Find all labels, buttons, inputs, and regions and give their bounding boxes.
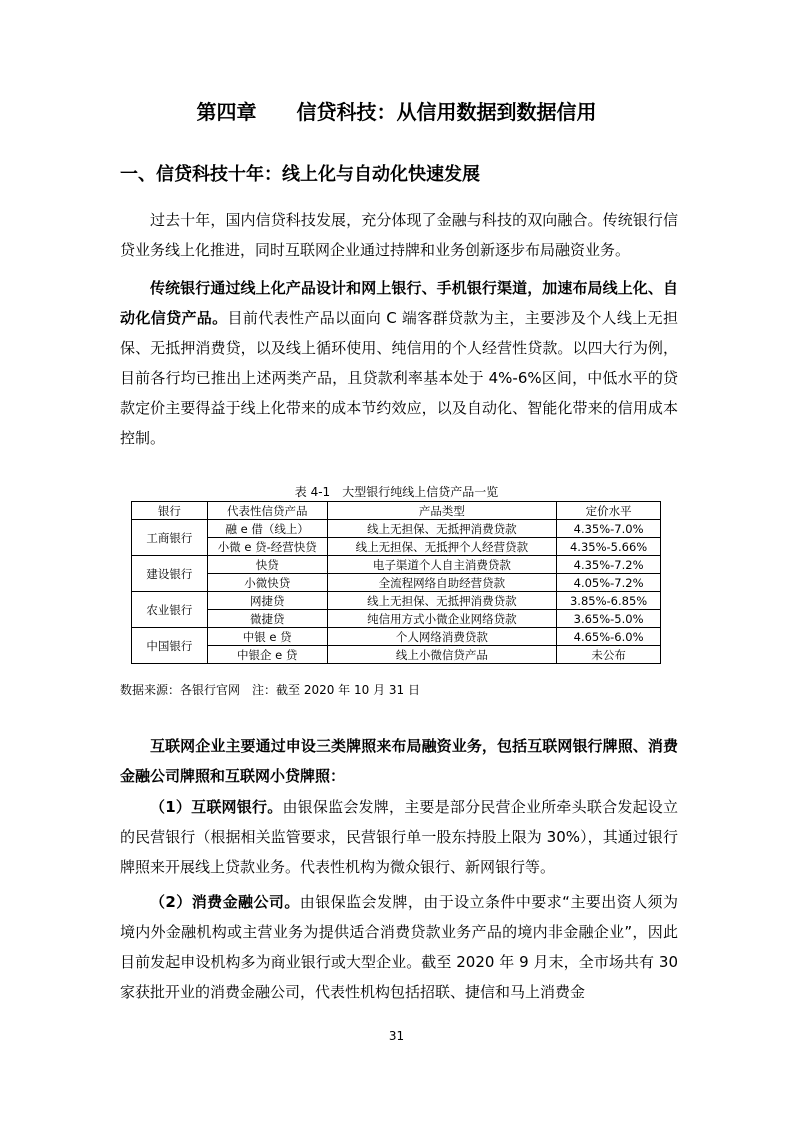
table-row <box>132 556 661 574</box>
bank-name-cell: 中国银行 <box>132 628 208 664</box>
paragraph-lead-bold: 互联网企业主要通过申设三类牌照来布局融资业务，包括互联网银行牌照、消费金融公司牌照和互联网小贷牌照： <box>120 737 678 785</box>
table-row <box>132 520 661 538</box>
price-cell: 4.05%-7.2% <box>557 574 661 592</box>
table-row <box>132 574 661 592</box>
type-cell: 线上无担保、无抵押消费贷款 <box>327 592 557 610</box>
type-cell: 线上无担保、无抵押个人经营贷款 <box>327 538 557 556</box>
section-title: 一、信贷科技十年：线上化与自动化快速发展 <box>120 164 480 185</box>
product-cell: 网捷贷 <box>207 592 327 610</box>
table-row <box>132 592 661 610</box>
product-cell: 微捷贷 <box>207 610 327 628</box>
product-cell: 融 e 借（线上） <box>207 520 327 538</box>
bank-name-cell: 工商银行 <box>132 520 208 556</box>
type-cell: 线上无担保、无抵押消费贷款 <box>327 520 557 538</box>
chapter-title: 第四章 信贷科技：从信用数据到数据信用 <box>196 100 597 124</box>
price-cell: 4.65%-6.0% <box>557 628 661 646</box>
product-cell: 小微 e 贷-经营快贷 <box>207 538 327 556</box>
header-bank: 银行 <box>132 502 208 520</box>
product-cell: 小微快贷 <box>207 574 327 592</box>
paragraph-intro: 过去十年，国内信贷科技发展，充分体现了金融与科技的双向融合。传统银行信贷业务线上化推进，同时互联网企业通过持牌和业务创新逐步布局融资业务。 <box>120 211 678 259</box>
price-cell: 3.65%-5.0% <box>557 610 661 628</box>
table-row <box>132 538 661 556</box>
bank-name-cell: 建设银行 <box>132 556 208 592</box>
type-cell: 线上小微信贷产品 <box>327 646 557 664</box>
header-type: 产品类型 <box>327 502 557 520</box>
table-header-row <box>132 502 661 520</box>
paragraph-internet-bank <box>120 792 678 882</box>
bank-name-cell: 农业银行 <box>132 592 208 628</box>
product-cell: 快贷 <box>207 556 327 574</box>
table-caption: 表 4-1 大型银行纯线上信贷产品一览 <box>294 485 499 499</box>
paragraph-lead-bold: （1）互联网银行。 <box>150 798 283 816</box>
type-cell: 全流程网络自助经营贷款 <box>327 574 557 592</box>
product-cell: 中银企 e 贷 <box>207 646 327 664</box>
paragraph-body: 由银保监会发牌，由于设立条件中要求“主要出资人须为境内外金融机构或主营业务为提供适合消费贷款业务产品的境内非金融企业”，因此目前发起申设机构多为商业银行或大型企业。截至 2020 年 9 月末，全市场共有 30 家获批开业的消费金融公司，代表性机构包括招联、捷信和马上消费金 <box>120 893 678 1001</box>
product-cell: 中银 e 贷 <box>207 628 327 646</box>
paragraph-lead-bold: （2）消费金融公司。 <box>150 893 300 911</box>
price-cell: 4.35%-7.0% <box>557 520 661 538</box>
table-row <box>132 628 661 646</box>
paragraph-internet-firms <box>120 731 678 791</box>
paragraph-body: 由银保监会发牌，主要是部分民营企业所牵头联合发起设立的民营银行（根据相关监管要求，民营银行单一股东持股上限为 30%），其通过银行牌照来开展线上贷款业务。代表性机构为微众银行、新网银行等。 <box>120 798 678 876</box>
price-cell: 3.85%-6.85% <box>557 592 661 610</box>
paragraph-body: 目前代表性产品以面向 C 端客群贷款为主，主要涉及个人线上无担保、无抵押消费贷，以及线上循环使用、纯信用的个人经营性贷款。以四大行为例，目前各行均已推出上述两类产品，且贷款利率基本处于 4%-6%区间，中低水平的贷款定价主要得益于线上化带来的成本节约效应，以及自动化、智能化带来的信用成本控制。 <box>120 309 678 447</box>
bank-products-table <box>131 501 661 664</box>
type-cell: 个人网络消费贷款 <box>327 628 557 646</box>
paragraph-consumer-finance <box>120 887 678 1007</box>
type-cell: 电子渠道个人自主消费贷款 <box>327 556 557 574</box>
paragraph-traditional-banks <box>120 273 678 453</box>
paragraph-lead-bold: 传统银行通过线上化产品设计和网上银行、手机银行渠道，加速布局线上化、自动化信贷产品。 <box>120 279 678 327</box>
type-cell: 纯信用方式小微企业网络贷款 <box>327 610 557 628</box>
table-row <box>132 610 661 628</box>
price-cell: 4.35%-7.2% <box>557 556 661 574</box>
header-product: 代表性信贷产品 <box>207 502 327 520</box>
price-cell: 4.35%-5.66% <box>557 538 661 556</box>
price-cell: 未公布 <box>557 646 661 664</box>
table-source-note: 数据来源：各银行官网 注：截至 2020 年 10 月 31 日 <box>120 683 420 697</box>
page-number: 31 <box>388 1029 405 1043</box>
header-price: 定价水平 <box>557 502 661 520</box>
table-row <box>132 646 661 664</box>
